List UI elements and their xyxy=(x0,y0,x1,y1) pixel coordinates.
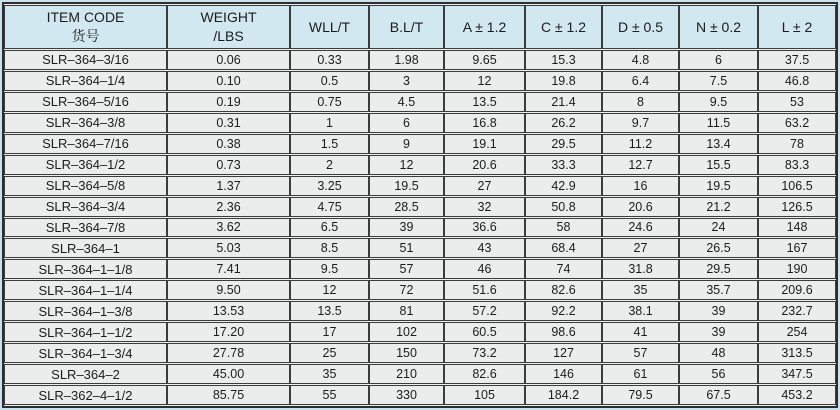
table-row xyxy=(4,134,836,154)
cell-a: 16.8 xyxy=(444,113,525,133)
cell-wll-t: 12 xyxy=(290,280,369,300)
cell-l: 37.5 xyxy=(758,50,836,70)
cell-bl-t: 28.5 xyxy=(369,197,444,217)
col-header-weight-line1: WEIGHT xyxy=(200,9,257,26)
cell-a: 82.6 xyxy=(444,364,525,384)
cell-wll-t: 1 xyxy=(290,113,369,133)
cell-d: 41 xyxy=(602,322,679,342)
cell-weight-lbs: 3.62 xyxy=(167,218,290,238)
cell-c: 74 xyxy=(525,259,602,279)
cell-n: 67.5 xyxy=(679,385,758,405)
cell-l: 83.3 xyxy=(758,155,836,175)
cell-d: 20.6 xyxy=(602,197,679,217)
cell-n: 15.5 xyxy=(679,155,758,175)
table-body xyxy=(4,50,836,405)
table-row xyxy=(4,92,836,112)
cell-d: 16 xyxy=(602,176,679,196)
cell-a: 105 xyxy=(444,385,525,405)
cell-n: 24 xyxy=(679,218,758,238)
cell-c: 92.2 xyxy=(525,301,602,321)
cell-c: 82.6 xyxy=(525,280,602,300)
col-header-weight xyxy=(167,5,290,49)
cell-bl-t: 150 xyxy=(369,343,444,363)
cell-a: 43 xyxy=(444,238,525,258)
cell-weight-lbs: 9.50 xyxy=(167,280,290,300)
cell-a: 32 xyxy=(444,197,525,217)
col-header-d: D ± 0.5 xyxy=(602,5,679,49)
cell-item-code: SLR–362–4–1/2 xyxy=(4,385,167,405)
table-row xyxy=(4,197,836,217)
cell-item-code: SLR–364–1 xyxy=(4,238,167,258)
cell-item-code: SLR–364–1–3/8 xyxy=(4,301,167,321)
cell-wll-t: 0.75 xyxy=(290,92,369,112)
cell-d: 11.2 xyxy=(602,134,679,154)
table-row xyxy=(4,301,836,321)
col-header-item-code-en: ITEM CODE xyxy=(46,9,125,26)
spec-table xyxy=(2,2,838,408)
table-row xyxy=(4,50,836,70)
cell-weight-lbs: 0.06 xyxy=(167,50,290,70)
cell-d: 8 xyxy=(602,92,679,112)
cell-a: 27 xyxy=(444,176,525,196)
cell-bl-t: 6 xyxy=(369,113,444,133)
cell-d: 31.8 xyxy=(602,259,679,279)
cell-c: 68.4 xyxy=(525,238,602,258)
cell-a: 57.2 xyxy=(444,301,525,321)
cell-weight-lbs: 85.75 xyxy=(167,385,290,405)
cell-item-code: SLR–364–3/4 xyxy=(4,197,167,217)
cell-weight-lbs: 2.36 xyxy=(167,197,290,217)
cell-c: 19.8 xyxy=(525,71,602,91)
cell-wll-t: 4.75 xyxy=(290,197,369,217)
cell-c: 26.2 xyxy=(525,113,602,133)
cell-item-code: SLR–364–3/8 xyxy=(4,113,167,133)
header-row xyxy=(4,5,836,49)
table-row xyxy=(4,155,836,175)
cell-wll-t: 17 xyxy=(290,322,369,342)
cell-weight-lbs: 0.73 xyxy=(167,155,290,175)
cell-weight-lbs: 1.37 xyxy=(167,176,290,196)
cell-weight-lbs: 27.78 xyxy=(167,343,290,363)
cell-l: 232.7 xyxy=(758,301,836,321)
cell-l: 148 xyxy=(758,218,836,238)
cell-wll-t: 6.5 xyxy=(290,218,369,238)
col-header-n: N ± 0.2 xyxy=(679,5,758,49)
cell-weight-lbs: 0.38 xyxy=(167,134,290,154)
cell-bl-t: 9 xyxy=(369,134,444,154)
cell-c: 15.3 xyxy=(525,50,602,70)
cell-weight-lbs: 0.31 xyxy=(167,113,290,133)
col-header-item-code-zh: 货号 xyxy=(71,28,100,44)
cell-a: 60.5 xyxy=(444,322,525,342)
cell-d: 61 xyxy=(602,364,679,384)
cell-wll-t: 0.5 xyxy=(290,71,369,91)
col-header-item-code xyxy=(4,5,167,49)
cell-c: 50.8 xyxy=(525,197,602,217)
col-header-l: L ± 2 xyxy=(758,5,836,49)
cell-bl-t: 12 xyxy=(369,155,444,175)
cell-weight-lbs: 0.19 xyxy=(167,92,290,112)
cell-wll-t: 35 xyxy=(290,364,369,384)
cell-weight-lbs: 5.03 xyxy=(167,238,290,258)
cell-c: 127 xyxy=(525,343,602,363)
cell-l: 63.2 xyxy=(758,113,836,133)
cell-a: 36.6 xyxy=(444,218,525,238)
cell-wll-t: 1.5 xyxy=(290,134,369,154)
cell-bl-t: 39 xyxy=(369,218,444,238)
cell-bl-t: 1.98 xyxy=(369,50,444,70)
cell-n: 11.5 xyxy=(679,113,758,133)
cell-bl-t: 102 xyxy=(369,322,444,342)
table-row xyxy=(4,113,836,133)
table-row xyxy=(4,322,836,342)
cell-a: 51.6 xyxy=(444,280,525,300)
cell-d: 6.4 xyxy=(602,71,679,91)
table-row xyxy=(4,343,836,363)
col-header-weight-line2: /LBS xyxy=(213,28,244,44)
cell-c: 33.3 xyxy=(525,155,602,175)
cell-item-code: SLR–364–1–1/8 xyxy=(4,259,167,279)
col-header-bl: B.L/T xyxy=(369,5,444,49)
table-row xyxy=(4,238,836,258)
cell-c: 29.5 xyxy=(525,134,602,154)
cell-l: 167 xyxy=(758,238,836,258)
cell-item-code: SLR–364–7/16 xyxy=(4,134,167,154)
cell-n: 13.4 xyxy=(679,134,758,154)
cell-a: 19.1 xyxy=(444,134,525,154)
table-row xyxy=(4,176,836,196)
col-header-a: A ± 1.2 xyxy=(444,5,525,49)
cell-l: 453.2 xyxy=(758,385,836,405)
cell-item-code: SLR–364–7/8 xyxy=(4,218,167,238)
cell-item-code: SLR–364–1/4 xyxy=(4,71,167,91)
cell-weight-lbs: 0.10 xyxy=(167,71,290,91)
cell-n: 21.2 xyxy=(679,197,758,217)
cell-wll-t: 0.33 xyxy=(290,50,369,70)
cell-bl-t: 3 xyxy=(369,71,444,91)
cell-n: 19.5 xyxy=(679,176,758,196)
table-row xyxy=(4,280,836,300)
cell-l: 53 xyxy=(758,92,836,112)
cell-d: 38.1 xyxy=(602,301,679,321)
cell-n: 39 xyxy=(679,322,758,342)
table-row xyxy=(4,364,836,384)
cell-d: 35 xyxy=(602,280,679,300)
cell-bl-t: 51 xyxy=(369,238,444,258)
cell-bl-t: 19.5 xyxy=(369,176,444,196)
cell-wll-t: 2 xyxy=(290,155,369,175)
cell-n: 48 xyxy=(679,343,758,363)
cell-n: 56 xyxy=(679,364,758,384)
cell-d: 9.7 xyxy=(602,113,679,133)
cell-c: 98.6 xyxy=(525,322,602,342)
table-header xyxy=(4,5,836,49)
cell-item-code: SLR–364–2 xyxy=(4,364,167,384)
cell-c: 184.2 xyxy=(525,385,602,405)
cell-bl-t: 4.5 xyxy=(369,92,444,112)
cell-l: 347.5 xyxy=(758,364,836,384)
cell-d: 24.6 xyxy=(602,218,679,238)
cell-item-code: SLR–364–1–1/2 xyxy=(4,322,167,342)
cell-a: 46 xyxy=(444,259,525,279)
cell-c: 21.4 xyxy=(525,92,602,112)
cell-c: 58 xyxy=(525,218,602,238)
cell-n: 26.5 xyxy=(679,238,758,258)
table-row xyxy=(4,218,836,238)
cell-wll-t: 8.5 xyxy=(290,238,369,258)
cell-item-code: SLR–364–5/16 xyxy=(4,92,167,112)
cell-wll-t: 25 xyxy=(290,343,369,363)
cell-item-code: SLR–364–3/16 xyxy=(4,50,167,70)
cell-bl-t: 210 xyxy=(369,364,444,384)
table-row xyxy=(4,385,836,405)
cell-n: 6 xyxy=(679,50,758,70)
cell-c: 42.9 xyxy=(525,176,602,196)
cell-n: 7.5 xyxy=(679,71,758,91)
cell-weight-lbs: 7.41 xyxy=(167,259,290,279)
cell-item-code: SLR–364–1–1/4 xyxy=(4,280,167,300)
cell-wll-t: 13.5 xyxy=(290,301,369,321)
cell-wll-t: 3.25 xyxy=(290,176,369,196)
cell-wll-t: 9.5 xyxy=(290,259,369,279)
cell-n: 29.5 xyxy=(679,259,758,279)
cell-n: 35.7 xyxy=(679,280,758,300)
cell-wll-t: 55 xyxy=(290,385,369,405)
cell-l: 106.5 xyxy=(758,176,836,196)
cell-item-code: SLR–364–1/2 xyxy=(4,155,167,175)
cell-bl-t: 330 xyxy=(369,385,444,405)
cell-a: 12 xyxy=(444,71,525,91)
cell-l: 126.5 xyxy=(758,197,836,217)
cell-d: 27 xyxy=(602,238,679,258)
col-header-c: C ± 1.2 xyxy=(525,5,602,49)
cell-l: 190 xyxy=(758,259,836,279)
cell-d: 57 xyxy=(602,343,679,363)
cell-d: 12.7 xyxy=(602,155,679,175)
cell-n: 9.5 xyxy=(679,92,758,112)
table-row xyxy=(4,71,836,91)
cell-l: 78 xyxy=(758,134,836,154)
cell-weight-lbs: 13.53 xyxy=(167,301,290,321)
cell-d: 79.5 xyxy=(602,385,679,405)
cell-bl-t: 57 xyxy=(369,259,444,279)
cell-l: 209.6 xyxy=(758,280,836,300)
cell-bl-t: 72 xyxy=(369,280,444,300)
cell-a: 9.65 xyxy=(444,50,525,70)
cell-a: 73.2 xyxy=(444,343,525,363)
cell-bl-t: 81 xyxy=(369,301,444,321)
cell-item-code: SLR–364–5/8 xyxy=(4,176,167,196)
cell-weight-lbs: 17.20 xyxy=(167,322,290,342)
cell-a: 13.5 xyxy=(444,92,525,112)
cell-l: 313.5 xyxy=(758,343,836,363)
cell-l: 46.8 xyxy=(758,71,836,91)
cell-a: 20.6 xyxy=(444,155,525,175)
cell-d: 4.8 xyxy=(602,50,679,70)
cell-item-code: SLR–364–1–3/4 xyxy=(4,343,167,363)
table-row xyxy=(4,259,836,279)
cell-weight-lbs: 45.00 xyxy=(167,364,290,384)
cell-c: 146 xyxy=(525,364,602,384)
col-header-wll: WLL/T xyxy=(290,5,369,49)
cell-l: 254 xyxy=(758,322,836,342)
cell-n: 39 xyxy=(679,301,758,321)
